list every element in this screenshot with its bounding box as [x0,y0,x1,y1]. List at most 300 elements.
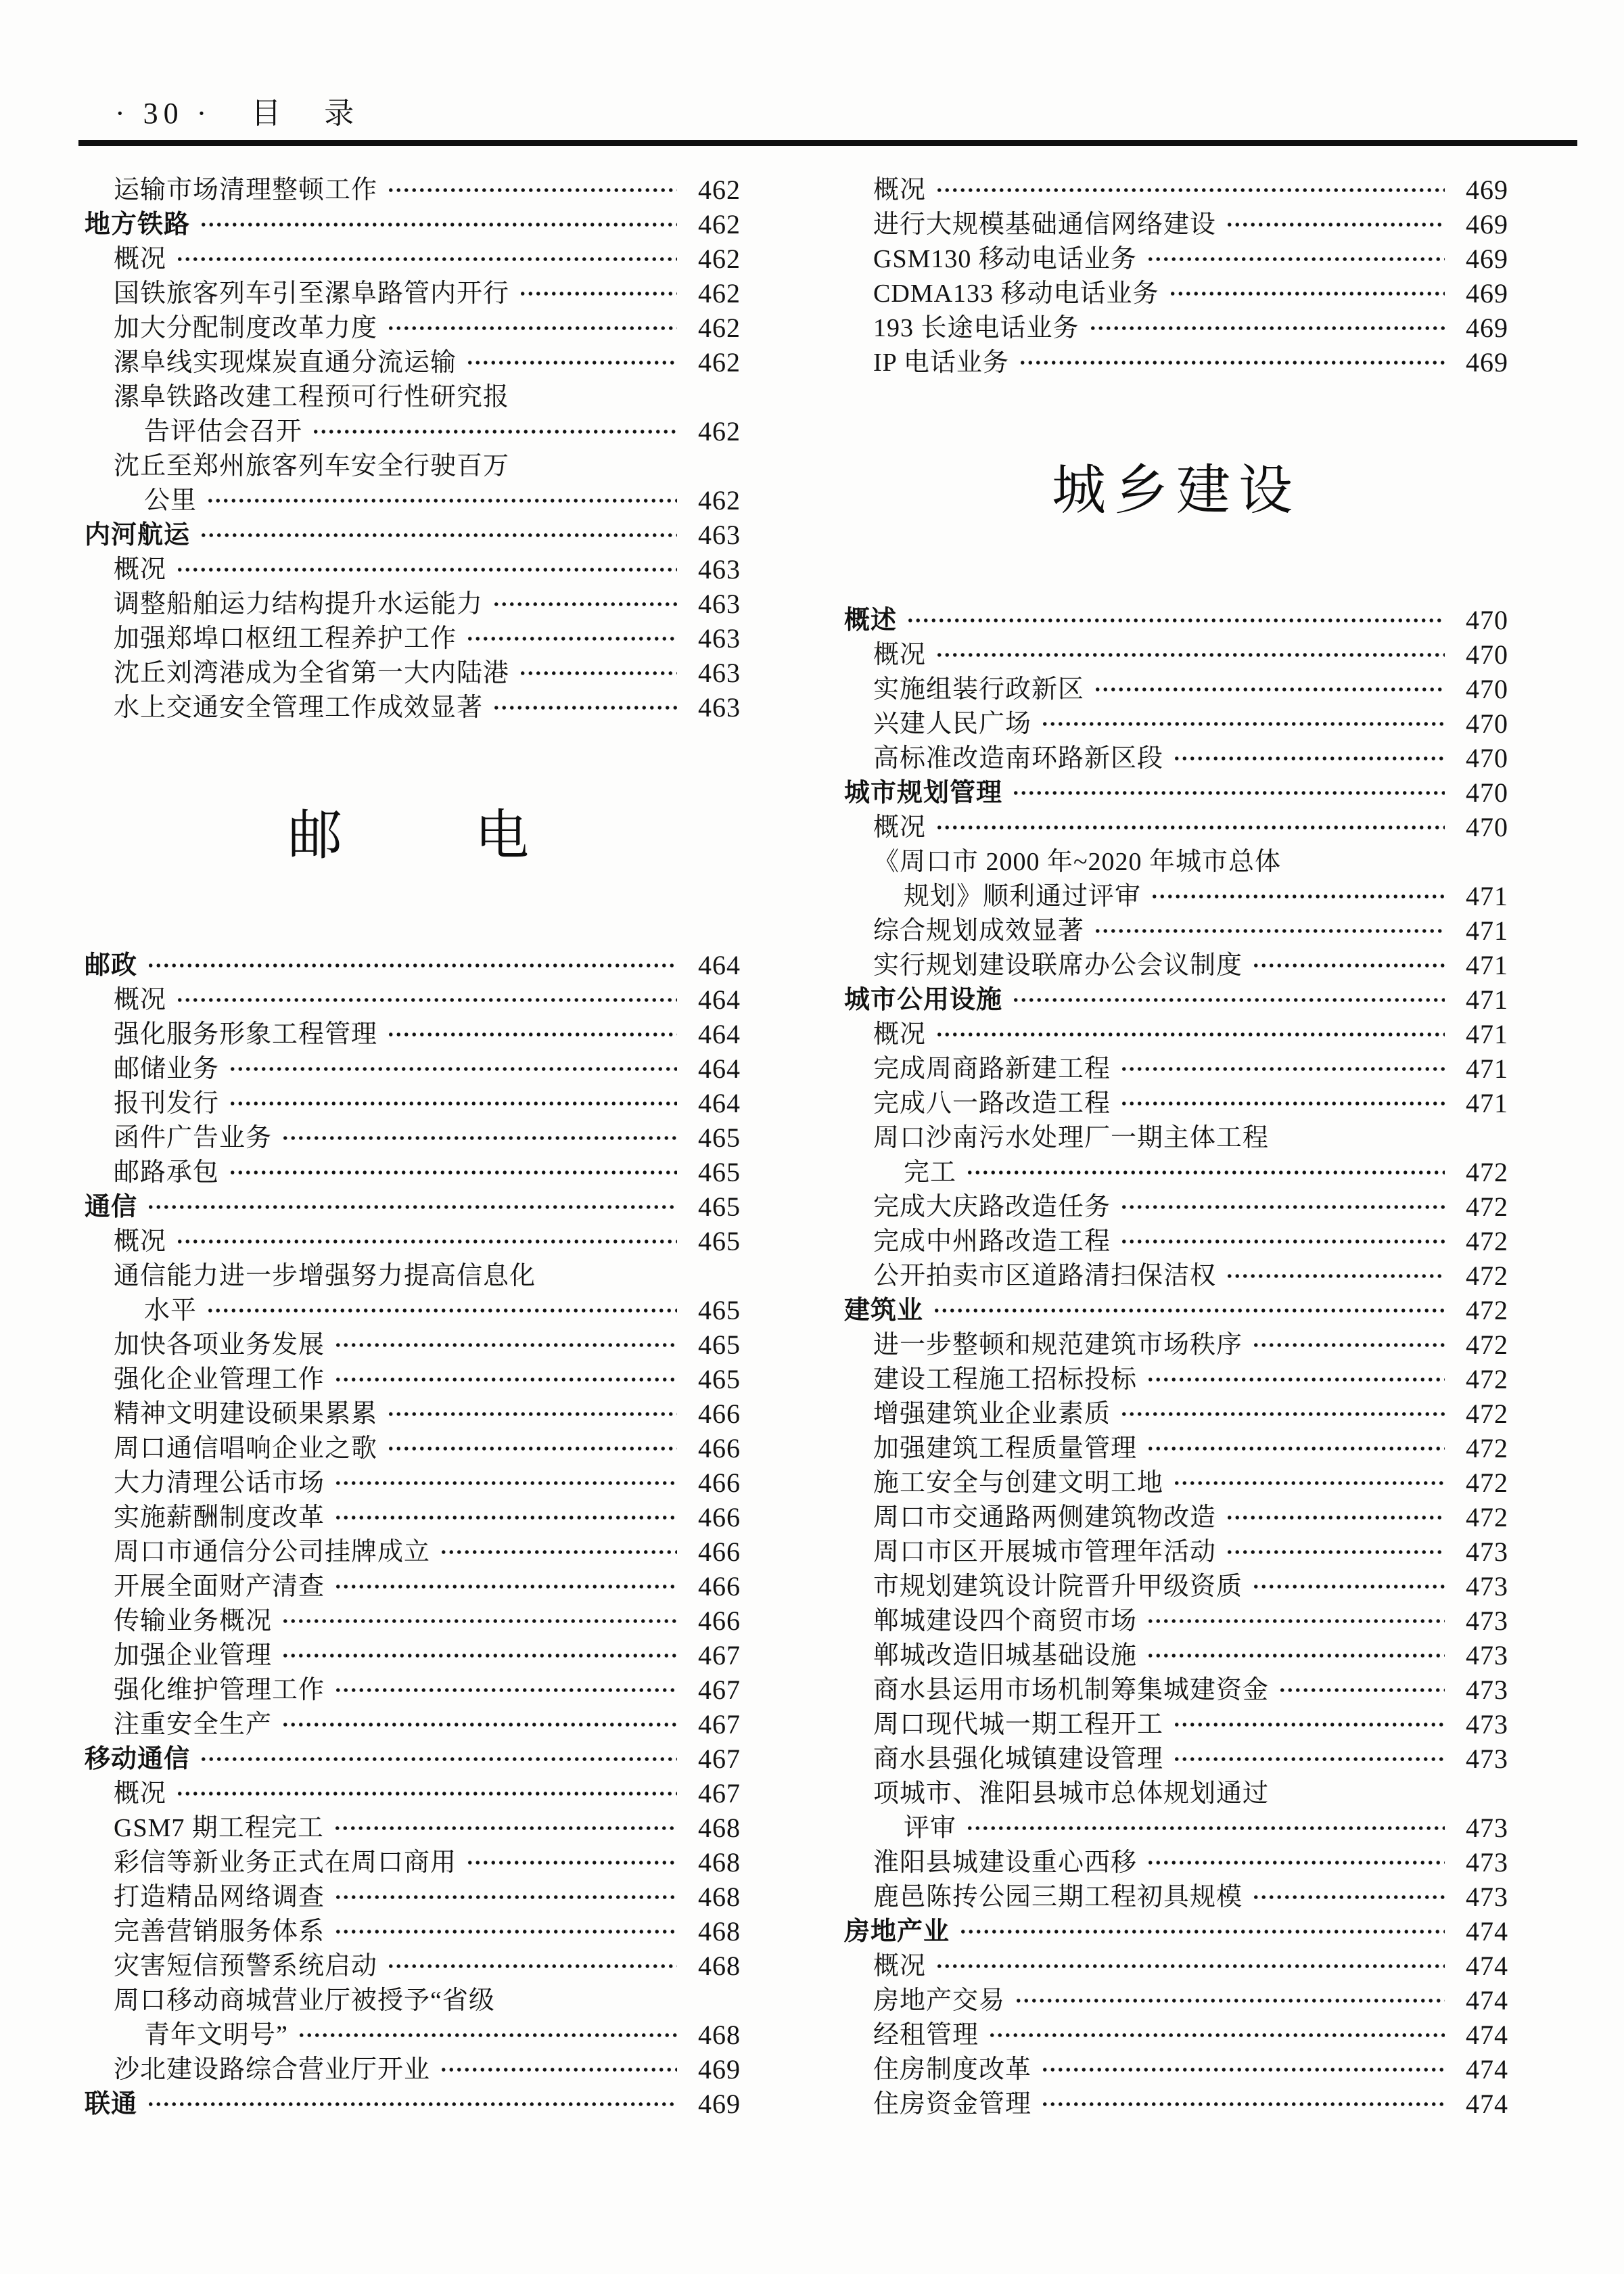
toc-entry-row [85,2052,741,2087]
page-number: 464 [698,949,741,980]
dot-leader [297,2018,677,2052]
toc-entry-row [844,1811,1508,1845]
entry-title: 实行规划建设联席办公会议制度 [873,951,1243,980]
entry-title: 完成八一路改造工程 [873,1089,1111,1118]
page-number: 467 [698,1743,741,1774]
page-number: 465 [698,1329,741,1360]
dot-leader [1040,2087,1445,2121]
entry-title: 周口移动商城营业厅被授予“省级 [114,1986,495,2015]
page-number: 471 [1466,1053,1508,1084]
dot-leader [1172,1707,1445,1742]
entry-title: 周口沙南污水处理厂一期主体工程 [873,1123,1270,1152]
dot-leader [146,2087,677,2121]
toc-entry-row [844,1707,1508,1742]
entry-title: 告评估会召开 [144,417,303,446]
page-number: 472 [1466,1467,1508,1498]
entry-title: 周口通信唱响企业之歌 [114,1434,378,1463]
page-number: 472 [1466,1191,1508,1222]
toc-entry-row [85,311,741,345]
page-number: 467 [698,1708,741,1739]
dot-leader [1011,775,1445,810]
toc-entry-row [85,1224,741,1258]
entry-title: 周口市交通路两侧建筑物改造 [873,1503,1217,1532]
toc-entry-row [85,1431,741,1465]
page-number: 463 [698,622,741,654]
dot-leader [935,810,1445,844]
dot-leader [1172,1742,1445,1776]
page-title: 目 录 [251,97,361,130]
page-number: 466 [698,1467,741,1498]
page-number: 470 [1466,604,1508,635]
dot-leader [1225,1258,1445,1293]
toc-entry-row [844,1224,1508,1258]
entry-title: 国铁旅客列车引至漯阜路管内开行 [114,279,510,308]
dot-leader [906,603,1445,637]
entry-title: 彩信等新业务正式在周口商用 [114,1848,457,1877]
entry-title: 施工安全与创建文明工地 [873,1468,1164,1497]
page-number: 472 [1466,1501,1508,1532]
entry-title: 进一步整顿和规范建筑市场秩序 [873,1330,1243,1359]
page-number: 468 [698,1846,741,1878]
dot-leader [935,637,1445,672]
entry-title: 水平 [144,1296,198,1325]
page-number: 464 [698,984,741,1015]
dot-leader [175,1224,677,1258]
entry-title: 概况 [873,640,927,669]
entry-title: 实施组装行政新区 [873,675,1085,704]
entry-title: 概况 [114,1779,167,1808]
entry-title: 邮政 [85,951,138,980]
toc-entry-row [85,449,741,483]
toc-entry-row [85,1811,741,1845]
dot-leader [1011,982,1445,1017]
dot-leader [439,2052,677,2087]
toc-entry-row [85,982,741,1017]
dot-leader [386,173,677,207]
toc-entry-row [85,1638,741,1673]
dot-leader [1251,1327,1445,1362]
entry-title: 城市规划管理 [844,778,1003,807]
toc-entry-row [844,1017,1508,1051]
entry-title: 商水县运用市场机制筹集城建资金 [873,1675,1270,1704]
dot-leader [386,1949,677,1983]
toc-entry-row [844,2087,1508,2121]
dot-leader [206,1293,677,1327]
entry-title: 完善营销服务体系 [114,1917,325,1946]
dot-leader [1018,345,1445,380]
dot-leader [228,1051,677,1086]
entry-title: CDMA133 移动电话业务 [873,279,1159,308]
toc-entry-row [844,1949,1508,1983]
page-number: 474 [1466,2019,1508,2050]
entry-title: 漯阜线实现煤炭直通分流运输 [114,348,457,377]
toc-section-row [85,518,741,552]
dot-leader [333,1465,677,1500]
entry-title: 灾害短信预警系统启动 [114,1951,378,1980]
page-number: 470 [1466,708,1508,739]
toc-entry-row [844,1604,1508,1638]
toc-entry-row [844,810,1508,844]
entry-title: 沈丘至郑州旅客列车安全行驶百万 [114,451,510,480]
dot-leader [386,1396,677,1431]
dot-leader [439,1534,677,1569]
dot-leader [146,948,677,982]
dot-leader [465,1845,677,1880]
dot-leader [1088,311,1445,345]
dot-leader [386,1431,677,1465]
toc-entry-row [85,656,741,690]
page-number: 464 [698,1053,741,1084]
entry-title: 大力清理公话市场 [114,1468,325,1497]
dot-leader [333,1914,677,1949]
page-number: 472 [1466,1294,1508,1325]
toc-entry-row [844,1500,1508,1534]
dot-leader [1146,1431,1445,1465]
toc-entry-row [85,1500,741,1534]
toc-entry-row [85,1396,741,1431]
page-number: 473 [1466,1639,1508,1670]
page-number: 469 [1466,346,1508,378]
entry-title: 房地产业 [844,1917,950,1946]
dot-leader [333,1500,677,1534]
dot-leader [175,1776,677,1811]
entry-title: 进行大规模基础通信网络建设 [873,210,1217,239]
dot-leader [1040,706,1445,741]
page-number: 472 [1466,1398,1508,1429]
page-number: 471 [1466,1087,1508,1118]
page-number: 462 [698,208,741,240]
toc-entry-row [85,1707,741,1742]
dot-leader [199,207,677,242]
entry-title: 淮阳县城建设重心西移 [873,1848,1138,1877]
dot-leader [311,414,677,449]
dot-leader [932,1293,1445,1327]
dot-leader [965,1155,1445,1189]
toc-entry-row [844,1776,1508,1811]
toc-entry-row [844,844,1508,879]
entry-title: 漯阜铁路改建工程预可行性研究报 [114,382,510,411]
page-number: 466 [698,1398,741,1429]
page-number: 465 [698,1294,741,1325]
toc-entry-row [85,1155,741,1189]
toc-entry-row [844,1362,1508,1396]
entry-title: 加大分配制度改革力度 [114,313,378,342]
toc-entry-row [844,1880,1508,1914]
dot-leader [958,1914,1445,1949]
dot-leader [465,345,677,380]
toc-entry-row [85,1086,741,1120]
dot-leader [333,1811,677,1845]
toc-entry-row [844,1638,1508,1673]
page-number: 462 [698,174,741,205]
dot-leader [518,656,677,690]
page-number: 466 [698,1570,741,1601]
page-number: 468 [698,1915,741,1947]
page-number: 465 [698,1191,741,1222]
toc-entry-row [85,1880,741,1914]
toc-section-row [844,603,1508,637]
dot-leader [1119,1051,1445,1086]
toc-entry-row [844,1258,1508,1293]
page-number: 471 [1466,915,1508,946]
dot-leader [333,1880,677,1914]
toc-section-row [844,1293,1508,1327]
entry-title: 注重安全生产 [114,1710,273,1739]
entry-title: 项城市、淮阳县城市总体规划通过 [873,1779,1270,1808]
page-number: 469 [1466,174,1508,205]
entry-title: 地方铁路 [85,210,191,239]
page-number: 472 [1466,1156,1508,1187]
dot-leader [518,276,677,311]
dot-leader [1225,1534,1445,1569]
page-number: 469 [698,2088,741,2119]
toc-entry-row [85,1845,741,1880]
dot-leader [465,621,677,656]
dot-leader [1119,1086,1445,1120]
entry-title: 概况 [114,244,167,273]
page-number: 464 [698,1018,741,1049]
entry-title: 加强郑埠口枢纽工程养护工作 [114,624,457,653]
entry-title: 周口现代城一期工程开工 [873,1710,1164,1739]
entry-title: 鹿邑陈抟公园三期工程初具规模 [873,1882,1243,1911]
toc-entry-row [85,690,741,725]
page-number: 471 [1466,1018,1508,1049]
page-number: 469 [1466,243,1508,274]
entry-title: 周口市区开展城市管理年活动 [873,1537,1217,1566]
page-number: 473 [1466,1743,1508,1774]
page-number: 463 [698,553,741,585]
toc-entry-row [85,1293,741,1327]
toc-entry-row [85,1776,741,1811]
toc-entry-row [844,276,1508,311]
entry-title: 增强建筑业企业素质 [873,1399,1111,1428]
toc-section-row [85,1742,741,1776]
page-number: 462 [698,415,741,447]
dot-leader [492,690,677,725]
page-number: 472 [1466,1363,1508,1394]
dot-leader [1119,1189,1445,1224]
entry-title: 加强企业管理 [114,1641,273,1670]
entry-title: 住房资金管理 [873,2089,1032,2118]
page-number: 470 [1466,811,1508,842]
toc-entry-row [85,1258,741,1293]
dot-leader [1119,1224,1445,1258]
page-number: 472 [1466,1432,1508,1463]
toc-entry-row [85,552,741,587]
page-number: 467 [698,1777,741,1809]
toc-entry-row [85,2018,741,2052]
toc-entry-row [844,1431,1508,1465]
entry-title: 沈丘刘湾港成为全省第一大内陆港 [114,658,510,687]
dot-leader [175,552,677,587]
entry-title: GSM130 移动电话业务 [873,244,1137,273]
toc-entry-row [844,207,1508,242]
page-number: 471 [1466,984,1508,1015]
toc-entry-row [85,276,741,311]
entry-title: 传输业务概况 [114,1606,273,1635]
page-number: 470 [1466,742,1508,773]
toc-entry-row [85,621,741,656]
dot-leader [1251,1569,1445,1604]
toc-entry-row [844,2052,1508,2087]
dot-leader [492,587,677,621]
toc-entry-row [844,1327,1508,1362]
entry-title: 强化服务形象工程管理 [114,1020,378,1049]
page-number: 468 [698,1812,741,1843]
dot-leader [1225,207,1445,242]
page-number: 473 [1466,1708,1508,1739]
page-number: 473 [1466,1812,1508,1843]
toc-entry-row [844,173,1508,207]
dot-leader [1150,879,1445,913]
entry-title: 内河航运 [85,520,191,549]
entry-title: 水上交通安全管理工作成效显著 [114,693,484,722]
page-number: 472 [1466,1225,1508,1256]
entry-title: 联通 [85,2089,138,2118]
running-head [115,99,361,129]
toc-entry-row [844,706,1508,741]
dot-leader [228,1155,677,1189]
toc-entry-row [85,345,741,380]
toc-column-right [844,173,1508,2121]
page-number: 462 [698,484,741,516]
dot-leader [1251,1880,1445,1914]
page-number: 463 [698,657,741,688]
dot-leader [1040,2052,1445,2087]
toc-entry-row [85,414,741,449]
entry-title: 高标准改造南环路新区段 [873,744,1164,773]
entry-title: 建设工程施工招标投标 [873,1365,1138,1394]
toc-section-row [85,1189,741,1224]
section-heading [85,725,741,948]
entry-title: 打造精品网络调查 [114,1882,325,1911]
entry-title: 公开拍卖市区道路清扫保洁权 [873,1261,1217,1290]
dot-leader [175,982,677,1017]
entry-title: 周口市通信分公司挂牌成立 [114,1537,431,1566]
entry-title: 精神文明建设硕果累累 [114,1399,378,1428]
toc-entry-row [844,1742,1508,1776]
entry-title: 实施薪酬制度改革 [114,1503,325,1532]
page-number: 462 [698,277,741,309]
page-number: 465 [698,1156,741,1187]
page-number: 467 [698,1639,741,1670]
entry-title: 规划》顺利通过评审 [904,882,1142,911]
dot-leader [281,1604,677,1638]
entry-title: 函件广告业务 [114,1123,273,1152]
dot-leader [1093,672,1445,706]
entry-title: 概况 [114,985,167,1014]
entry-title: 住房制度改革 [873,2055,1032,2084]
dot-leader [988,2018,1445,2052]
toc-entry-row [844,672,1508,706]
toc-entry-row [85,1051,741,1086]
page-number: 473 [1466,1605,1508,1636]
toc-entry-row [85,1017,741,1051]
toc-entry-row [85,173,741,207]
entry-title: 加强建筑工程质量管理 [873,1434,1138,1463]
toc-entry-row [85,1120,741,1155]
page-number: 470 [1466,777,1508,808]
dot-leader [1172,741,1445,775]
page-number: 468 [698,1950,741,1981]
toc-entry-row [844,1465,1508,1500]
folio-page-number: · 30 · [115,97,212,130]
page-number: 463 [698,588,741,619]
page-number: 473 [1466,1570,1508,1601]
page-number: 466 [698,1536,741,1567]
entry-title: 通信 [85,1192,138,1221]
entry-title: IP 电话业务 [873,348,1009,377]
page-number: 468 [698,2019,741,2050]
toc-entry-row [844,1534,1508,1569]
entry-title: 报刊发行 [114,1089,220,1118]
entry-title: 强化维护管理工作 [114,1675,325,1704]
page-number: 467 [698,1674,741,1705]
entry-title: 通信能力进一步增强努力提高信息化 [114,1261,536,1290]
entry-title: GSM7 期工程完工 [114,1813,324,1842]
page-number: 474 [1466,2088,1508,2119]
dot-leader [333,1327,677,1362]
dot-leader [199,518,677,552]
toc-entry-row [844,1051,1508,1086]
dot-leader [281,1120,677,1155]
page-number: 474 [1466,2053,1508,2085]
page-number: 462 [698,312,741,343]
toc-entry-row [85,1362,741,1396]
toc-entry-row [844,1396,1508,1431]
page-number: 469 [698,2053,741,2085]
dot-leader [386,311,677,345]
toc-section-row [844,982,1508,1017]
toc-entry-row [844,1120,1508,1155]
entry-title: 193 长途电话业务 [873,313,1080,342]
toc-column-left [85,173,741,2121]
dot-leader [1168,276,1445,311]
dot-leader [146,1189,677,1224]
entry-title: 经租管理 [873,2020,979,2049]
page-number: 472 [1466,1329,1508,1360]
toc-section-row [85,948,741,982]
toc-entry-row [85,1534,741,1569]
entry-title: 公里 [144,486,198,515]
entry-title: 综合规划成效显著 [873,916,1085,945]
entry-title: 建筑业 [844,1296,924,1325]
page-number: 469 [1466,312,1508,343]
toc-entry-row [85,1465,741,1500]
toc-entry-row [85,1604,741,1638]
dot-leader [175,242,677,276]
entry-title: 完成大庆路改造任务 [873,1192,1111,1221]
page-number: 462 [698,243,741,274]
toc-entry-row [85,1983,741,2018]
toc-entry-row [85,242,741,276]
page-number: 473 [1466,1674,1508,1705]
toc-entry-row [844,1673,1508,1707]
dot-leader [386,1017,677,1051]
page-number: 466 [698,1432,741,1463]
page-number: 465 [698,1225,741,1256]
entry-title: 概况 [873,1020,927,1049]
entry-title: 运输市场清理整顿工作 [114,175,378,204]
entry-title: 概况 [873,813,927,842]
toc-entry-row [844,1189,1508,1224]
toc-entry-row [85,1949,741,1983]
dot-leader [1225,1500,1445,1534]
toc-entry-row [844,948,1508,982]
dot-leader [1146,1845,1445,1880]
entry-title: 青年文明号” [144,2020,288,2049]
page-number: 473 [1466,1536,1508,1567]
